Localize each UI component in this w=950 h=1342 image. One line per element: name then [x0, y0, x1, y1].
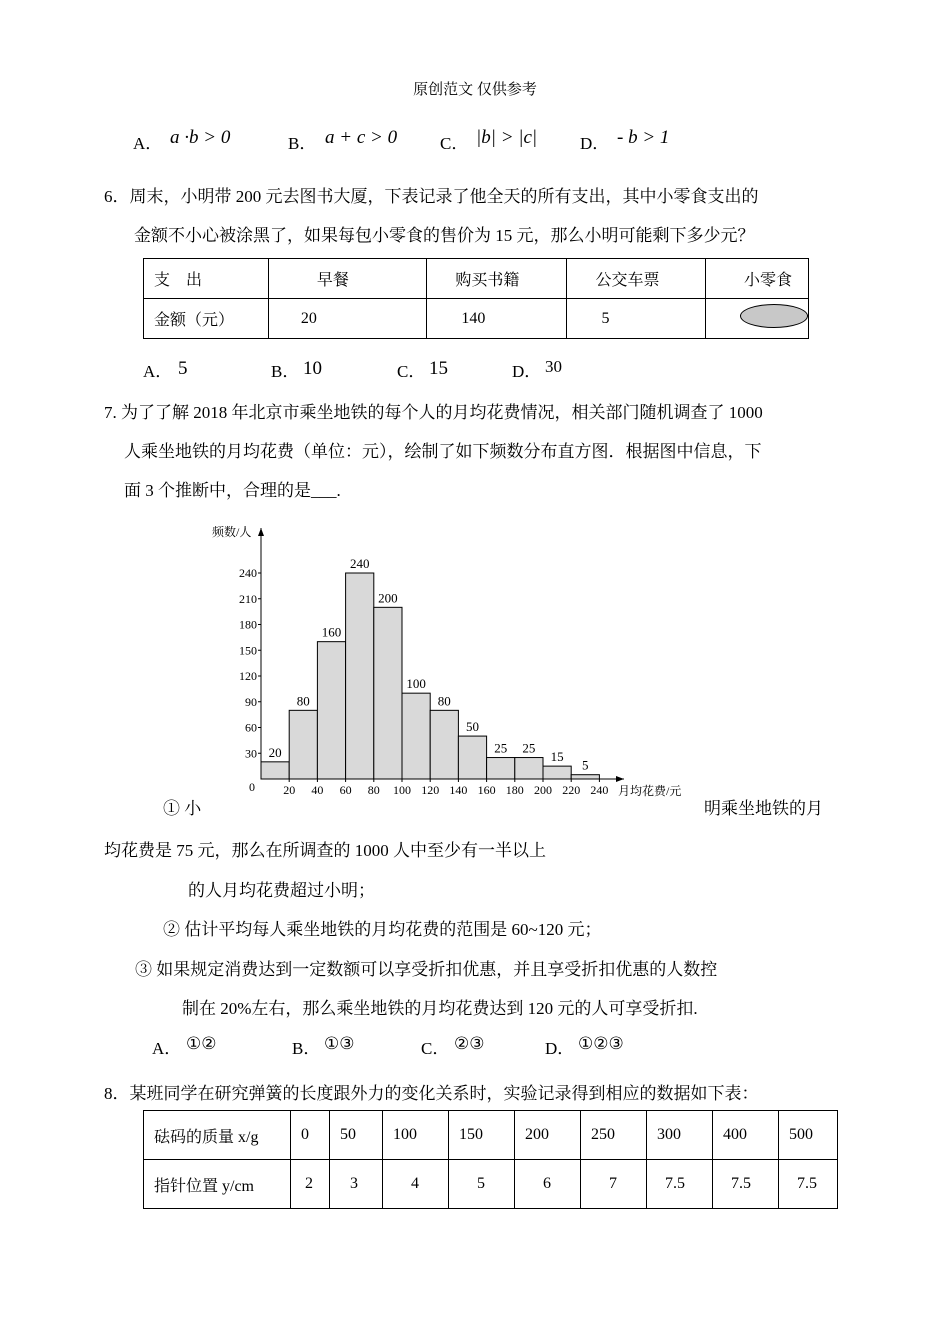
q6-stem-line1: 6．周末，小明带 200 元去图书大厦，下表记录了他全天的所有支出，其中小零食支出的: [104, 187, 759, 206]
x-axis-arrow: [616, 776, 624, 782]
bar-value-label: 200: [378, 590, 398, 606]
histogram-bar: [402, 693, 430, 779]
bar-value-label: 80: [437, 693, 451, 709]
q6-header-cell: 购买书籍: [427, 259, 567, 299]
y-axis-title: 频数/人: [212, 525, 252, 539]
q8-row1-cell: 0: [291, 1111, 330, 1160]
bar-value-label: 25: [522, 740, 536, 756]
histogram-bar: [571, 775, 599, 779]
q5-option-c-expr: |b| > |c|: [476, 127, 538, 148]
bar-value-label: 20: [268, 744, 282, 760]
q8-row2-cell: 7.5: [647, 1160, 713, 1209]
x-axis-title: 月均花费/元: [618, 784, 682, 798]
q7-option-d-value: ①②③: [578, 1034, 624, 1053]
q6-option-d-label: D．: [512, 362, 542, 381]
q5-option-a-label: A．: [133, 134, 163, 153]
q7-option-a-value: ①②: [186, 1034, 217, 1053]
bar-value-label: 50: [466, 719, 479, 735]
q8-row2-cell: 7.5: [713, 1160, 779, 1209]
q5-option-c-label: C．: [440, 134, 469, 153]
x-tick-label: 140: [449, 783, 468, 797]
bar-value-label: 5: [582, 757, 589, 773]
y-tick-label: 150: [239, 643, 257, 658]
q6-option-c-label: C．: [397, 362, 426, 381]
q8-row2-cell: 2: [291, 1160, 330, 1209]
q8-row1-cell: 100: [383, 1111, 449, 1160]
x-tick-label: 60: [339, 783, 352, 797]
y-tick-label: 90: [245, 694, 257, 709]
histogram-bar: [317, 642, 345, 779]
q6-option-b-label: B．: [271, 362, 300, 381]
q6-value-cell: 140: [427, 299, 567, 339]
q6-option-a-label: A．: [143, 362, 173, 381]
q7-option-b-value: ①③: [324, 1034, 355, 1053]
x-tick-label: 160: [477, 783, 496, 797]
q8-row2-cell: 7: [581, 1160, 647, 1209]
x-tick-label: 120: [421, 783, 440, 797]
q6-value-cell: 5: [567, 299, 706, 339]
x-tick-label: 100: [393, 783, 411, 797]
q8-row2-cell: 4: [383, 1160, 449, 1209]
x-tick-label: 220: [562, 783, 581, 797]
q6-expense-table: [143, 258, 809, 339]
histogram-bar: [543, 766, 571, 779]
q6-snack-cell: [706, 299, 809, 339]
q6-header-cell: 小零食: [706, 259, 809, 299]
q7-statement1-part2: 明乘坐地铁的月: [704, 799, 823, 818]
q8-row1-cell: 200: [515, 1111, 581, 1160]
x-tick-label: 200: [534, 783, 552, 797]
q8-row1-cell: 300: [647, 1111, 713, 1160]
bar-value-label: 240: [349, 556, 370, 571]
histogram-bar: [515, 758, 543, 779]
histogram-bar: [261, 762, 289, 779]
q8-row2-cell: 5: [449, 1160, 515, 1209]
histogram-bar: [487, 758, 515, 779]
y-tick-label: 240: [239, 566, 257, 580]
x-tick-label: 180: [505, 783, 524, 797]
bar-value-label: 160: [321, 624, 342, 640]
q8-row1-cell: 500: [779, 1111, 838, 1160]
q5-option-d-expr: - b > 1: [617, 127, 670, 148]
q8-row2-cell: 3: [330, 1160, 383, 1209]
q6-option-a-value: 5: [178, 358, 188, 379]
q8-row1-cell: 250: [581, 1111, 647, 1160]
q7-option-a-label: A．: [152, 1039, 182, 1058]
x-tick-label: 240: [590, 783, 609, 797]
q7-statement1-part1: ① 小: [163, 799, 202, 818]
histogram-chart: [200, 520, 700, 802]
q6-stem-line2: 金额不小心被涂黑了，如果每包小零食的售价为 15 元，那么小明可能剩下多少元？: [134, 226, 755, 245]
q7-statement1-part3: 均花费是 75 元，那么在所调查的 1000 人中至少有一半以上: [104, 841, 546, 860]
y-tick-label: 180: [239, 617, 257, 632]
q6-option-c-value: 15: [429, 358, 448, 379]
q7-stem-line3: 面 3 个推断中，合理的是___.: [124, 481, 341, 500]
q6-header-cell: 早餐: [268, 259, 427, 299]
q7-option-b-label: B．: [292, 1039, 321, 1058]
q6-header-cell: 公交车票: [567, 259, 706, 299]
page-header: 原创范文 仅供参考: [413, 82, 537, 98]
q7-statement3-part1: ③ 如果规定消费达到一定数额可以享受折扣优惠，并且享受折扣优惠的人数控: [135, 960, 718, 979]
q5-option-b-label: B．: [288, 134, 317, 153]
q6-option-b-value: 10: [303, 358, 322, 379]
y-axis-arrow: [258, 528, 264, 536]
y-tick-label: 30: [245, 746, 257, 761]
q5-option-b-expr: a + c > 0: [325, 127, 398, 148]
histogram-bar: [346, 573, 374, 779]
q8-row1-cell: 150: [449, 1111, 515, 1160]
histogram-bar: [374, 607, 402, 779]
q7-option-c-value: ②③: [454, 1034, 485, 1053]
q6-header-cell: 支 出: [144, 259, 269, 299]
q5-option-a-expr: a ·b > 0: [170, 127, 231, 148]
q7-option-d-label: D．: [545, 1039, 575, 1058]
bar-value-label: 100: [406, 676, 426, 692]
bar-value-label: 15: [550, 749, 564, 765]
q7-statement2: ② 估计平均每人乘坐地铁的月均花费的范围是 60~120 元；: [163, 920, 602, 939]
q8-data-table: [143, 1110, 838, 1209]
bar-value-label: 80: [296, 693, 310, 709]
q7-option-c-label: C．: [421, 1039, 450, 1058]
bar-value-label: 25: [494, 740, 508, 756]
q6-value-cell: 20: [268, 299, 427, 339]
q7-statement1-part4: 的人月均花费超过小明；: [188, 881, 375, 900]
y-tick-label: 120: [239, 669, 257, 683]
x-tick-label: 20: [283, 783, 296, 797]
q8-stem-line1: 8．某班同学在研究弹簧的长度跟外力的变化关系时，实验记录得到相应的数据如下表：: [104, 1084, 759, 1103]
q8-row1-cell: 400: [713, 1111, 779, 1160]
y-tick-label: 210: [239, 591, 257, 606]
x-tick-label: 40: [311, 783, 324, 797]
q6-row-label: 金额（元）: [144, 299, 269, 339]
q5-option-d-label: D．: [580, 134, 610, 153]
histogram-bar: [430, 710, 458, 779]
q8-row2-cell: 6: [515, 1160, 581, 1209]
q8-row1-cell: 50: [330, 1111, 383, 1160]
histogram-bar: [289, 710, 317, 779]
origin-label: 0: [249, 780, 255, 794]
y-tick-label: 60: [245, 720, 257, 735]
blacked-out-oval: [740, 304, 808, 328]
q8-row2-cell: 7.5: [779, 1160, 838, 1209]
q7-stem-line1: 7. 为了了解 2018 年北京市乘坐地铁的每个人的月均花费情况，相关部门随机调查了 1000: [104, 403, 763, 422]
q7-stem-line2: 人乘坐地铁的月均花费（单位：元），绘制了如下频数分布直方图．根据图中信息，下: [124, 442, 762, 461]
q8-row2-label: 指针位置 y/cm: [144, 1160, 291, 1209]
q6-option-d-value: 30: [545, 357, 562, 376]
histogram-bar: [458, 736, 486, 779]
x-tick-label: 80: [367, 783, 380, 797]
q7-statement3-part2: 制在 20%左右，那么乘坐地铁的月均花费达到 120 元的人可享受折扣.: [182, 999, 698, 1018]
q8-row1-label: 砝码的质量 x/g: [144, 1111, 291, 1160]
